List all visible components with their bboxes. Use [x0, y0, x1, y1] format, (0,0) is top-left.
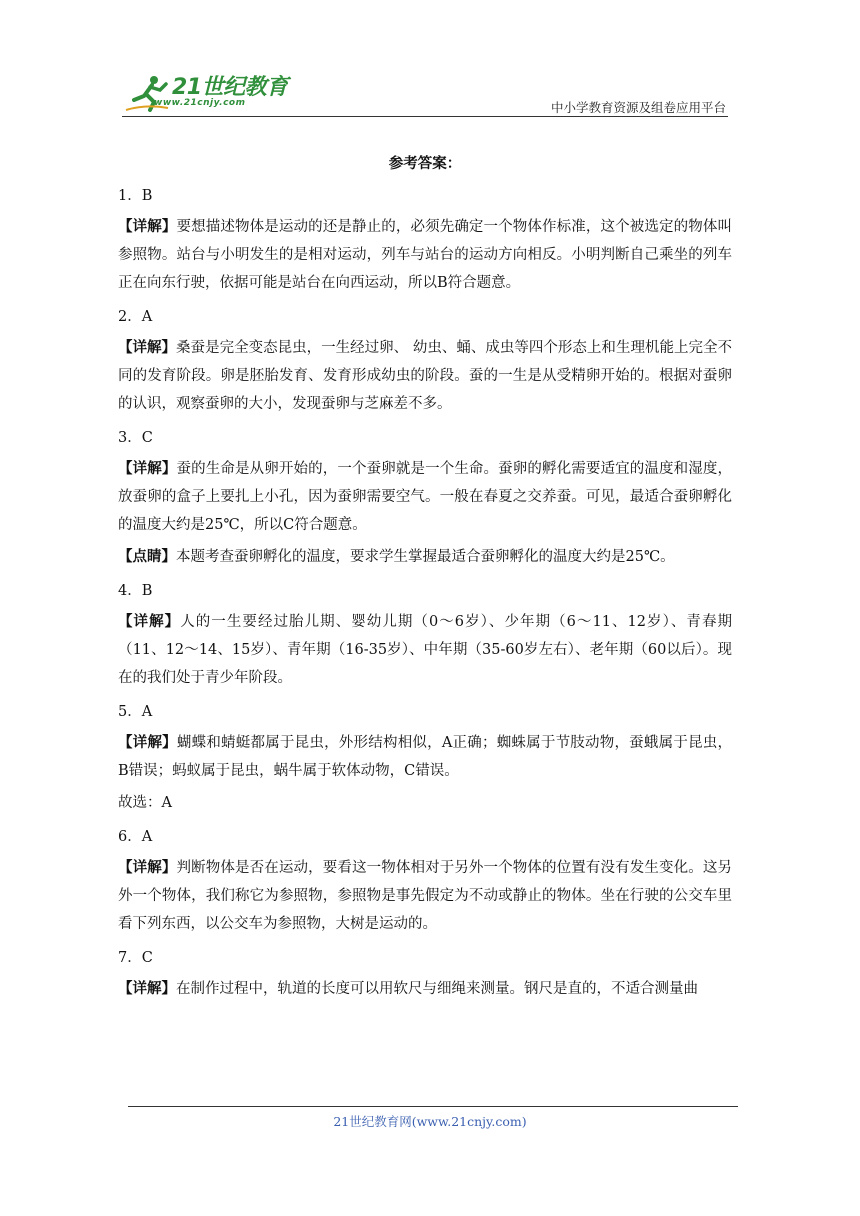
page-header	[122, 62, 730, 120]
answer-number: 6．A	[118, 829, 153, 845]
logo-url-text: www.21cnjy.com	[154, 98, 246, 108]
site-logo	[122, 68, 292, 116]
explanation-tag: 【详解】	[118, 339, 177, 356]
answer-number: 4．B	[118, 583, 153, 599]
answer-explanation	[118, 729, 732, 785]
answer-explanation	[118, 789, 732, 817]
answer-explanation	[118, 455, 732, 539]
platform-name: 中小学教育资源及组卷应用平台	[550, 100, 726, 115]
explanation-text: 蚕的生命是从卵开始的，一个蚕卵就是一个生命。蚕卵的孵化需要适宜的温度和湿度，放蚕卵的盒子上要扎上小孔，因为蚕卵需要空气。一般在春夏之交养蚕。可见，最适合蚕卵孵化的温度大约是25℃，所以C符合题意。	[118, 461, 733, 533]
explanation-text: 蝴蝶和蜻蜓都属于昆虫，外形结构相似，A正确；蜘蛛属于节肢动物，蚕蛾属于昆虫，B错误；蚂蚁属于昆虫，蜗牛属于软体动物，C错误。	[118, 735, 733, 779]
answer-number: 1．B	[118, 188, 153, 204]
answer-explanation	[118, 608, 732, 692]
explanation-text: 本题考查蚕卵孵化的温度，要求学生掌握最适合蚕卵孵化的温度大约是25℃。	[176, 549, 675, 565]
answer-explanation	[118, 213, 732, 297]
explanation-tag: 【详解】	[118, 460, 177, 477]
running-figure-icon	[124, 74, 170, 114]
explanation-tag: 【详解】	[118, 859, 177, 876]
explanation-text: 判断物体是否在运动，要看这一物体相对于另外一个物体的位置有没有发生变化。这另外一个物体，我们称它为参照物，参照物是事先假定为不动或静止的物体。坐在行驶的公交车里看下列东西，以公交车为参照物，大树是运动的。	[118, 860, 733, 932]
answer-number: 7．C	[118, 950, 153, 966]
answer-explanation	[118, 854, 732, 938]
answer-explanation	[118, 543, 732, 571]
explanation-tag: 【详解】	[118, 613, 181, 630]
answer-number: 5．A	[118, 704, 153, 720]
answer-explanation	[118, 975, 732, 1003]
logo-brand-text: 21世纪教育	[172, 75, 288, 100]
answer-number: 3．C	[118, 430, 153, 446]
explanation-text: 要想描述物体是运动的还是静止的，必须先确定一个物体作标准，这个被选定的物体叫参照物。站台与小明发生的是相对运动，列车与站台的运动方向相反。小明判断自己乘坐的列车正在向东行驶，依据可能是站台在向西运动，所以B符合题意。	[118, 219, 733, 291]
page-title: 参考答案：	[388, 155, 462, 172]
answer-content	[118, 148, 732, 1007]
explanation-tag: 【详解】	[118, 218, 177, 235]
footer-divider	[128, 1106, 738, 1107]
header-divider	[122, 116, 728, 117]
explanation-tag: 【详解】	[118, 734, 177, 751]
answer-explanation	[118, 334, 732, 418]
explanation-tag: 【点睛】	[118, 548, 176, 565]
explanation-tag: 【详解】	[118, 980, 176, 997]
answer-number: 2．A	[118, 309, 153, 325]
answer-list	[118, 180, 732, 1003]
explanation-text: 故选：A	[118, 795, 172, 811]
explanation-text: 人的一生要经过胎儿期、婴幼儿期（0～6岁）、少年期（6～11、12岁）、青春期（11、12～14、15岁）、青年期（16-35岁）、中年期（35-60岁左右）、老年期（60以后）。现在的我们处于青少年阶段。	[118, 614, 733, 686]
explanation-text: 桑蚕是完全变态昆虫，一生经过卵、 幼虫、蛹、成虫等四个形态上和生理机能上完全不同的发育阶段。卵是胚胎发育、发育形成幼虫的阶段。蚕的一生是从受精卵开始的。根据对蚕卵的认识，观察蚕卵的大小，发现蚕卵与芝麻差不多。	[118, 340, 733, 412]
explanation-text: 在制作过程中，轨道的长度可以用软尺与细绳来测量。钢尺是直的，不适合测量曲	[176, 981, 698, 997]
page-footer: 21世纪教育网(www.21cnjy.com)	[333, 1114, 527, 1129]
